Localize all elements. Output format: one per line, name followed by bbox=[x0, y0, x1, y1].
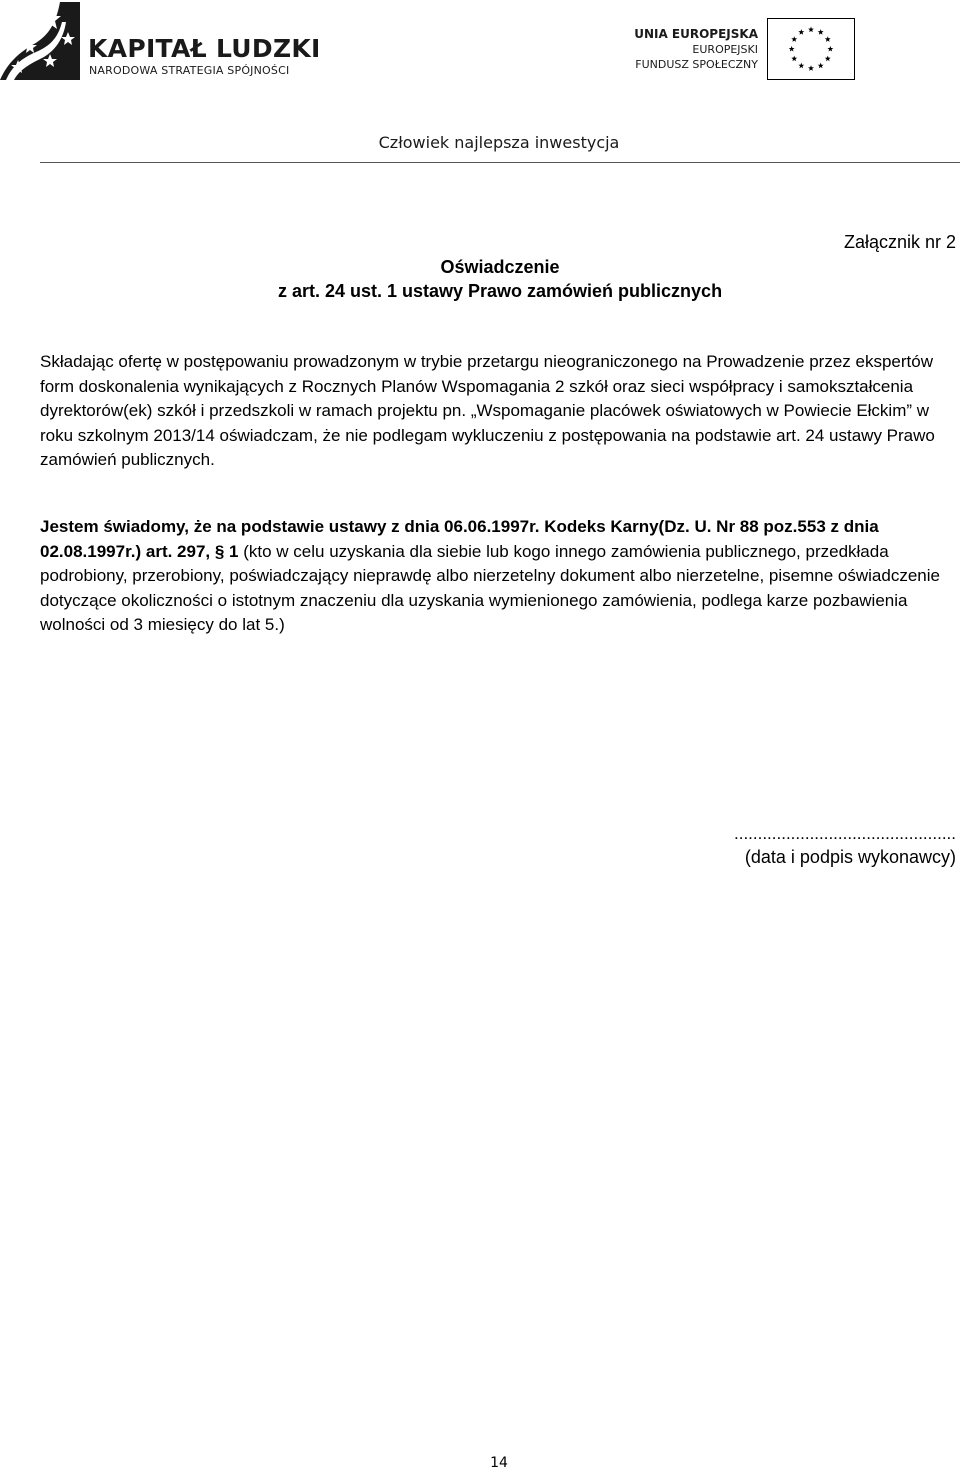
eu-star-icon bbox=[827, 46, 833, 52]
penalty-paragraph-bold: Jestem świadomy, że na podstawie ustawy z dnia 06.06.1997r. Kodeks Karny(Dz. U. Nr 88 poz.553 z dnia 02.08.1997r.) art. 297, § 1 bbox=[40, 517, 879, 561]
program-subtitle: NARODOWA STRATEGIA SPÓJNOŚCI bbox=[89, 64, 290, 77]
page-number: 14 bbox=[490, 1455, 508, 1471]
eu-flag-icon bbox=[767, 18, 855, 80]
eu-star-icon bbox=[818, 63, 824, 69]
declaration-paragraph: Składając ofertę w postępowaniu prowadzonym w trybie przetargu nieograniczonego na Prowadzenie przez ekspertów form doskonalenia wynikających z Rocznych Planów Wspomagania 2 szkół oraz sieci współpracy i samokształcenia dyrektorów(ek) szkół i przedszkoli w ramach projektu pn. „Wspomaganie placówek oświatowych w Powiecie Ełckim” w roku szkolnym 2013/14 oświadczam, że nie podlegam wykluczeniu z postępowania na podstawie art. 24 ustawy Prawo zamówień publicznych. bbox=[40, 352, 935, 469]
eu-star-icon bbox=[825, 36, 831, 42]
eu-star-icon bbox=[798, 29, 804, 35]
title-line-1: Oświadczenie bbox=[440, 257, 560, 277]
eu-fund-line2: FUNDUSZ SPOŁECZNY bbox=[635, 58, 758, 71]
eu-star-icon bbox=[791, 56, 797, 62]
eu-star-icon bbox=[789, 46, 795, 52]
eu-label bbox=[634, 27, 758, 72]
eu-fund-line1: EUROPEJSKI bbox=[692, 43, 758, 56]
penalty-paragraph-text: (kto w celu uzyskania dla siebie lub kogo innego zamówienia publicznego, przedkłada podrobiony, przerobiony, poświadczający nieprawdę albo nierzetelny dokument albo nierzetelne, pisemne oświadczenie dotyczące okoliczności o istotnym znaczeniu dla uzyskania wymienionego zamówienia, podlega karze pozbawienia wolności od 3 miesięcy do lat 5.) bbox=[40, 541, 940, 634]
annex-label: Załącznik nr 2 bbox=[843, 232, 956, 252]
eu-union-text: UNIA EUROPEJSKA bbox=[634, 27, 758, 41]
page-header bbox=[0, 0, 960, 170]
eu-star-icon bbox=[808, 27, 814, 33]
penalty-paragraph bbox=[40, 515, 960, 638]
eu-star-icon bbox=[791, 36, 797, 42]
signature-line: ............................................... bbox=[734, 824, 956, 843]
header-divider bbox=[40, 162, 960, 163]
eu-star-icon bbox=[818, 29, 824, 35]
title-line-2: z art. 24 ust. 1 ustawy Prawo zamówień publicznych bbox=[277, 281, 723, 301]
eu-star-icon bbox=[825, 56, 831, 62]
kapital-ludzki-logo-icon bbox=[0, 2, 80, 80]
tagline: Człowiek najlepsza inwestycja bbox=[378, 133, 620, 152]
program-name: KAPITAŁ LUDZKI bbox=[88, 34, 321, 63]
signature-label: (data i podpis wykonawcy) bbox=[744, 847, 956, 867]
document-title bbox=[240, 255, 760, 303]
eu-star-icon bbox=[808, 65, 814, 71]
eu-star-icon bbox=[798, 63, 804, 69]
